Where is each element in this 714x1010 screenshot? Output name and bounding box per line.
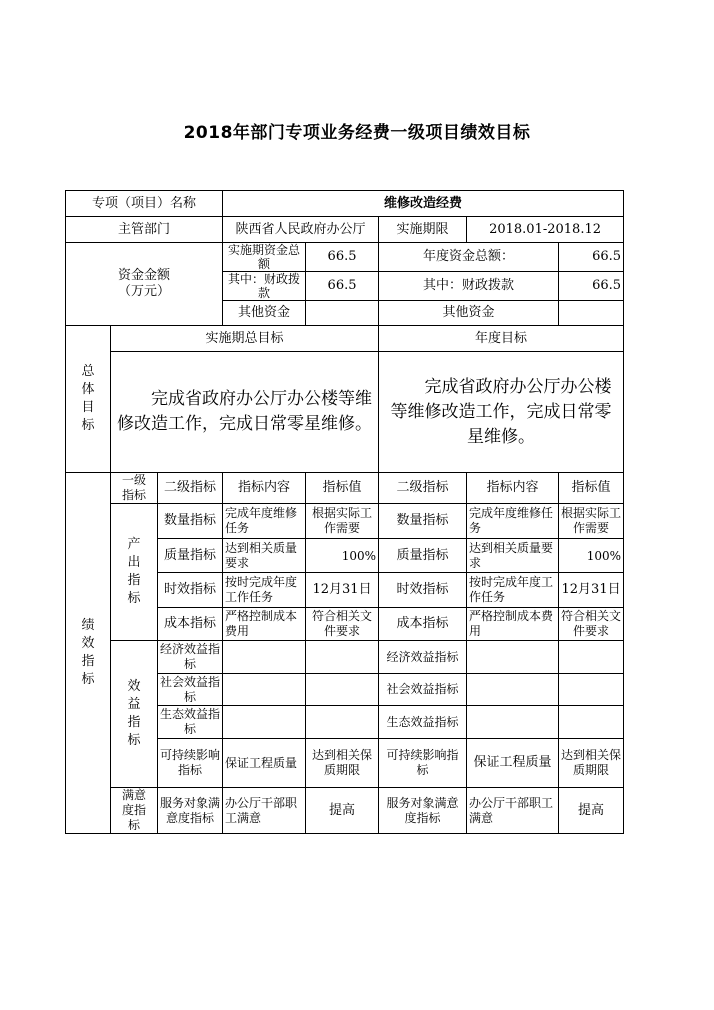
- row-period-content: 按时完成年度工作任务: [223, 573, 306, 608]
- annual-other-value: [559, 301, 624, 326]
- annual-other-label: 其他资金: [379, 301, 559, 326]
- annual-fiscal-value: 66.5: [559, 272, 624, 301]
- row-annual-content: [467, 674, 559, 706]
- row-annual-value: 符合相关文件要求: [559, 608, 624, 641]
- department-row: [66, 217, 624, 243]
- row-period-value: [306, 706, 379, 739]
- row-period-value: 提高: [306, 788, 379, 834]
- row-l2: 生态效益指标: [158, 706, 223, 739]
- row-l2: 时效指标: [158, 573, 223, 608]
- annual-total-label: 年度资金总额：: [379, 243, 559, 272]
- period-total-label: 实施期资金总额: [223, 243, 306, 272]
- row-annual-value: [559, 641, 624, 674]
- row-l2: 可持续影响指标: [158, 739, 223, 788]
- row-annual-content: 严格控制成本费用: [467, 608, 559, 641]
- row-period-content: 严格控制成本费用: [223, 608, 306, 641]
- header-level1-text: 一级指标: [121, 473, 146, 502]
- header-level1: [111, 473, 158, 504]
- row-period-value: [306, 674, 379, 706]
- funds-label: [66, 243, 223, 326]
- funds-label-line2: （万元）: [118, 284, 171, 299]
- row-period-value: 达到相关保质期限: [306, 739, 379, 788]
- row-period-content: 办公厅干部职工满意: [223, 788, 306, 834]
- header-value-annual: 指标值: [559, 473, 624, 504]
- period-fiscal-label: 其中：财政拨款: [223, 272, 306, 301]
- row-l2: 服务对象满意度指标: [158, 788, 223, 834]
- project-name-row: [66, 191, 624, 217]
- table-row: [66, 641, 624, 674]
- annual-goal-header: 年度目标: [379, 326, 624, 352]
- funds-label-line1: 资金金额: [118, 268, 171, 283]
- row-period-content: [223, 674, 306, 706]
- row-l2-annual: 质量指标: [379, 539, 467, 573]
- row-l2-annual: 社会效益指标: [379, 674, 467, 706]
- row-l2-annual: 生态效益指标: [379, 706, 467, 739]
- header-value: 指标值: [306, 473, 379, 504]
- row-l2-annual: 时效指标: [379, 573, 467, 608]
- annual-total-value: 66.5: [559, 243, 624, 272]
- row-l2: 质量指标: [158, 539, 223, 573]
- row-period-value: 12月31日: [306, 573, 379, 608]
- row-l2-annual: 服务对象满意度指标: [379, 788, 467, 834]
- row-annual-value: 提高: [559, 788, 624, 834]
- period-fiscal-value: 66.5: [306, 272, 379, 301]
- row-period-content: 达到相关质量要求: [223, 539, 306, 573]
- header-level2-annual: 二级指标: [379, 473, 467, 504]
- row-l2: 数量指标: [158, 504, 223, 539]
- row-l2-annual: 数量指标: [379, 504, 467, 539]
- performance-target-table: [65, 190, 624, 834]
- dept-label: 主管部门: [66, 217, 223, 243]
- period-goal-text-content: 完成省政府办公厅办公楼等维修改造工作，完成日常零星维修。: [117, 389, 373, 434]
- period-other-value: [306, 301, 379, 326]
- period-value: 2018.01-2018.12: [467, 217, 624, 243]
- row-annual-content: [467, 641, 559, 674]
- satisfaction-indicator-label-text: 满意度指标: [121, 788, 146, 832]
- overall-goal-header-row: [66, 326, 624, 352]
- annual-goal-text: [379, 352, 624, 473]
- period-total-value: 66.5: [306, 243, 379, 272]
- row-period-value: [306, 641, 379, 674]
- output-indicator-label-text: 产出指标: [127, 537, 141, 606]
- header-content-annual: 指标内容: [467, 473, 559, 504]
- project-name-value: 维修改造经费: [223, 191, 624, 217]
- benefit-indicator-label: [111, 641, 158, 788]
- period-other-label: 其他资金: [223, 301, 306, 326]
- header-level2: 二级指标: [158, 473, 223, 504]
- overall-goal-label: [66, 326, 111, 473]
- indicator-header-row: [66, 473, 624, 504]
- row-annual-content: 达到相关质量要求: [467, 539, 559, 573]
- row-annual-content: 保证工程质量: [467, 739, 559, 788]
- annual-goal-text-content: 完成省政府办公厅办公楼等维修改造工作，完成日常零星维修。: [390, 376, 612, 447]
- table-row: [66, 788, 624, 834]
- row-annual-content: 完成年度维修任务: [467, 504, 559, 539]
- indicators-label: [66, 473, 111, 834]
- page-title: 2018年部门专项业务经费一级项目绩效目标: [183, 123, 531, 143]
- row-period-value: 根据实际工作需要: [306, 504, 379, 539]
- row-annual-value: 100%: [559, 539, 624, 573]
- row-annual-value: 12月31日: [559, 573, 624, 608]
- row-annual-value: 达到相关保质期限: [559, 739, 624, 788]
- period-label: 实施期限: [379, 217, 467, 243]
- row-l2-annual: 可持续影响指标: [379, 739, 467, 788]
- row-period-value: 符合相关文件要求: [306, 608, 379, 641]
- row-l2-annual: 成本指标: [379, 608, 467, 641]
- period-goal-text: [111, 352, 379, 473]
- row-annual-content: [467, 706, 559, 739]
- funds-row-total: [66, 243, 624, 272]
- row-period-content: [223, 641, 306, 674]
- output-indicator-label: [111, 504, 158, 641]
- row-annual-content: 按时完成年度工作任务: [467, 573, 559, 608]
- satisfaction-indicator-label: [111, 788, 158, 834]
- header-content: 指标内容: [223, 473, 306, 504]
- row-period-content: [223, 706, 306, 739]
- row-l2: 社会效益指标: [158, 674, 223, 706]
- row-annual-content: 办公厅干部职工满意: [467, 788, 559, 834]
- row-period-content: 完成年度维修任务: [223, 504, 306, 539]
- period-goal-header: 实施期总目标: [111, 326, 379, 352]
- annual-fiscal-label: 其中：财政拨款: [379, 272, 559, 301]
- row-annual-value: [559, 706, 624, 739]
- row-period-content: 保证工程质量: [223, 739, 306, 788]
- row-period-value: 100%: [306, 539, 379, 573]
- dept-value: 陕西省人民政府办公厅: [223, 217, 379, 243]
- benefit-indicator-label-text: 效益指标: [127, 679, 141, 748]
- project-name-label: 专项（项目）名称: [66, 191, 223, 217]
- overall-goal-label-text: 总体目标: [81, 364, 95, 433]
- indicators-label-text: 绩效指标: [81, 618, 95, 687]
- row-l2: 经济效益指标: [158, 641, 223, 674]
- row-annual-value: 根据实际工作需要: [559, 504, 624, 539]
- row-l2-annual: 经济效益指标: [379, 641, 467, 674]
- table-row: [66, 504, 624, 539]
- row-annual-value: [559, 674, 624, 706]
- row-l2: 成本指标: [158, 608, 223, 641]
- overall-goal-text-row: [66, 352, 624, 473]
